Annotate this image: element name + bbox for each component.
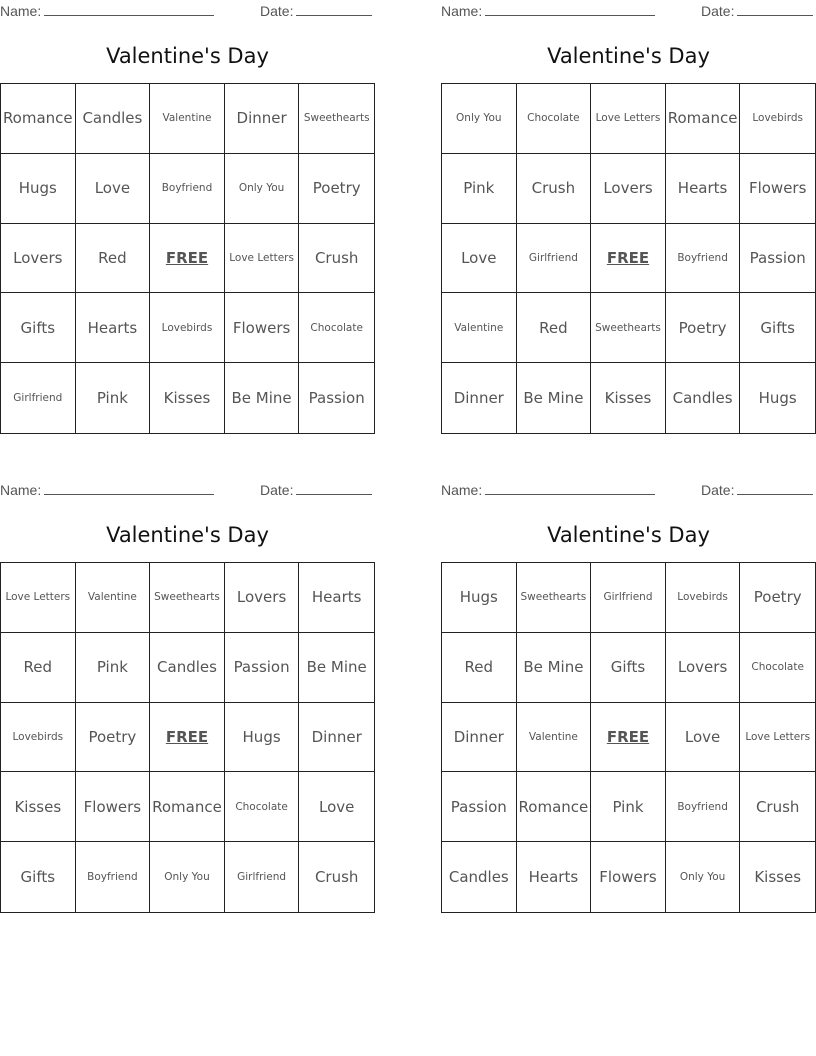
bingo-cell[interactable]: Lovers — [1, 224, 76, 294]
bingo-cell[interactable]: Crush — [517, 154, 592, 224]
bingo-cell[interactable]: Lovebirds — [666, 563, 741, 633]
bingo-cell[interactable]: Be Mine — [225, 363, 300, 433]
card-title: Valentine's Day — [106, 44, 269, 68]
bingo-cell[interactable]: Flowers — [76, 772, 151, 842]
bingo-cell[interactable]: Hugs — [758, 389, 797, 408]
bingo-cell[interactable]: Love Letters — [591, 84, 666, 154]
bingo-cell[interactable]: Lovebirds — [740, 84, 815, 154]
bingo-cell[interactable]: Candles — [150, 633, 225, 703]
bingo-cell[interactable]: Red — [1, 633, 76, 703]
bingo-cell[interactable]: Boyfriend — [666, 224, 741, 294]
date-line[interactable] — [296, 3, 372, 16]
bingo-cell[interactable]: Love Letters — [740, 703, 815, 773]
bingo-cell[interactable]: Chocolate — [517, 84, 592, 154]
name-label: Name: — [441, 3, 483, 19]
bingo-cell[interactable]: Lovebirds — [1, 703, 76, 773]
bingo-cell[interactable]: Romance — [666, 84, 741, 154]
bingo-cell[interactable]: Dinner — [442, 363, 517, 433]
bingo-cell[interactable]: Boyfriend — [666, 772, 741, 842]
bingo-cell[interactable]: Pink — [76, 363, 151, 433]
name-label: Name: — [441, 482, 483, 498]
bingo-cell[interactable]: Valentine — [517, 703, 592, 773]
bingo-cell[interactable]: Crush — [299, 224, 374, 294]
date-line[interactable] — [296, 482, 372, 495]
date-label: Date: — [260, 482, 294, 498]
bingo-card-2 — [441, 0, 816, 434]
bingo-cell[interactable]: Crush — [314, 868, 359, 887]
bingo-cell[interactable]: Pink — [442, 154, 517, 224]
bingo-cell[interactable]: Lovers — [666, 633, 741, 703]
bingo-cell[interactable]: Girlfriend — [517, 224, 592, 294]
bingo-cell[interactable]: Chocolate — [299, 293, 374, 363]
name-line[interactable] — [485, 482, 655, 495]
bingo-cell[interactable]: Pink — [76, 633, 151, 703]
card-title: Valentine's Day — [547, 523, 710, 547]
bingo-cell[interactable]: Passion — [225, 633, 300, 703]
date-field[interactable] — [701, 3, 813, 19]
bingo-cell[interactable]: Boyfriend — [76, 842, 151, 912]
name-field[interactable] — [0, 482, 214, 498]
bingo-cell[interactable]: Lovebirds — [150, 293, 225, 363]
bingo-cell[interactable]: Chocolate — [740, 633, 815, 703]
bingo-cell[interactable]: Romance — [150, 772, 225, 842]
bingo-cell[interactable]: Hearts — [299, 563, 374, 633]
bingo-cell[interactable]: Only You — [150, 842, 225, 912]
bingo-cell[interactable]: Be Mine — [517, 363, 592, 433]
free-space[interactable]: FREE — [150, 703, 225, 773]
date-field[interactable] — [701, 482, 813, 498]
name-field[interactable] — [0, 3, 214, 19]
bingo-cell[interactable]: Poetry — [666, 293, 741, 363]
bingo-grid — [441, 562, 816, 913]
name-field[interactable] — [441, 3, 655, 19]
bingo-cell[interactable]: Passion — [308, 389, 365, 408]
bingo-cell[interactable]: Passion — [442, 772, 517, 842]
bingo-cell[interactable]: Pink — [591, 772, 666, 842]
bingo-cell[interactable]: Gifts — [1, 842, 76, 912]
bingo-cell[interactable]: Kisses — [150, 363, 225, 433]
bingo-cell[interactable]: Candles — [666, 363, 741, 433]
bingo-cell[interactable]: Sweethearts — [517, 563, 592, 633]
bingo-cell[interactable]: Lovers — [225, 563, 300, 633]
bingo-cell[interactable]: Boyfriend — [150, 154, 225, 224]
name-line[interactable] — [485, 3, 655, 16]
bingo-cell[interactable]: Be Mine — [299, 633, 374, 703]
bingo-grid — [0, 83, 375, 434]
name-line[interactable] — [44, 482, 214, 495]
date-line[interactable] — [737, 482, 813, 495]
bingo-cell[interactable]: Flowers — [591, 842, 666, 912]
card-title: Valentine's Day — [547, 44, 710, 68]
free-space[interactable]: FREE — [591, 224, 666, 294]
bingo-card-3 — [0, 479, 375, 913]
bingo-cell[interactable]: Red — [76, 224, 151, 294]
bingo-cell[interactable]: Romance — [517, 772, 592, 842]
bingo-grid — [0, 562, 375, 913]
bingo-cell[interactable]: Hearts — [666, 154, 741, 224]
bingo-cell[interactable]: Valentine — [76, 563, 151, 633]
bingo-cell[interactable]: Only You — [442, 84, 517, 154]
bingo-cell[interactable]: Gifts — [591, 633, 666, 703]
bingo-cell[interactable]: Valentine — [442, 293, 517, 363]
bingo-cell[interactable]: Be Mine — [517, 633, 592, 703]
date-label: Date: — [701, 482, 735, 498]
bingo-cell[interactable]: Gifts — [740, 293, 815, 363]
free-space[interactable]: FREE — [591, 703, 666, 773]
bingo-cell[interactable]: Love — [442, 224, 517, 294]
bingo-card-1 — [0, 0, 375, 434]
date-field[interactable] — [260, 3, 372, 19]
bingo-cell[interactable]: Love — [76, 154, 151, 224]
bingo-cell[interactable]: Dinner — [225, 84, 300, 154]
date-field[interactable] — [260, 482, 372, 498]
date-label: Date: — [260, 3, 294, 19]
bingo-cell[interactable]: Red — [442, 633, 517, 703]
date-line[interactable] — [737, 3, 813, 16]
bingo-cell[interactable]: Love Letters — [225, 224, 300, 294]
bingo-cell[interactable]: Girlfriend — [1, 363, 76, 433]
bingo-cell[interactable]: Hugs — [442, 563, 517, 633]
free-space[interactable]: FREE — [150, 224, 225, 294]
bingo-cell[interactable]: Gifts — [1, 293, 76, 363]
bingo-cell[interactable]: Hugs — [1, 154, 76, 224]
bingo-cell[interactable]: Kisses — [754, 868, 802, 887]
bingo-cell[interactable]: Passion — [740, 224, 815, 294]
bingo-cell[interactable]: Hugs — [225, 703, 300, 773]
bingo-cell[interactable]: Poetry — [299, 154, 374, 224]
bingo-cell[interactable]: Hearts — [517, 842, 592, 912]
bingo-cell[interactable]: Flowers — [225, 293, 300, 363]
bingo-cell[interactable]: Candles — [442, 842, 517, 912]
bingo-cell[interactable]: Red — [517, 293, 592, 363]
bingo-cell[interactable]: Girlfriend — [591, 563, 666, 633]
bingo-cell[interactable]: Girlfriend — [225, 842, 300, 912]
bingo-cell[interactable]: Sweethearts — [150, 563, 225, 633]
bingo-cell[interactable]: Candles — [76, 84, 151, 154]
bingo-cell[interactable]: Kisses — [1, 772, 76, 842]
bingo-cell[interactable]: Chocolate — [225, 772, 300, 842]
bingo-cell[interactable]: Valentine — [150, 84, 225, 154]
name-label: Name: — [0, 482, 42, 498]
bingo-cell[interactable]: Love — [666, 703, 741, 773]
bingo-cell[interactable]: Kisses — [591, 363, 666, 433]
bingo-cell[interactable]: Sweethearts — [591, 293, 666, 363]
bingo-cell[interactable]: Only You — [666, 842, 741, 912]
bingo-cell[interactable]: Sweethearts — [299, 84, 374, 154]
bingo-cell[interactable]: Poetry — [76, 703, 151, 773]
bingo-cell[interactable]: Crush — [740, 772, 815, 842]
name-label: Name: — [0, 3, 42, 19]
bingo-cell[interactable]: Flowers — [740, 154, 815, 224]
name-field[interactable] — [441, 482, 655, 498]
bingo-cell[interactable]: Love Letters — [1, 563, 76, 633]
name-line[interactable] — [44, 3, 214, 16]
bingo-cell[interactable]: Romance — [1, 84, 76, 154]
bingo-cell[interactable]: Love — [299, 772, 374, 842]
bingo-cell[interactable]: Poetry — [740, 563, 815, 633]
bingo-cell[interactable]: Only You — [225, 154, 300, 224]
bingo-card-4 — [441, 479, 816, 913]
card-title: Valentine's Day — [106, 523, 269, 547]
bingo-cell[interactable]: Lovers — [591, 154, 666, 224]
bingo-cell[interactable]: Dinner — [442, 703, 517, 773]
bingo-grid — [441, 83, 816, 434]
bingo-cell[interactable]: Dinner — [299, 703, 374, 773]
bingo-cell[interactable]: Hearts — [76, 293, 151, 363]
date-label: Date: — [701, 3, 735, 19]
